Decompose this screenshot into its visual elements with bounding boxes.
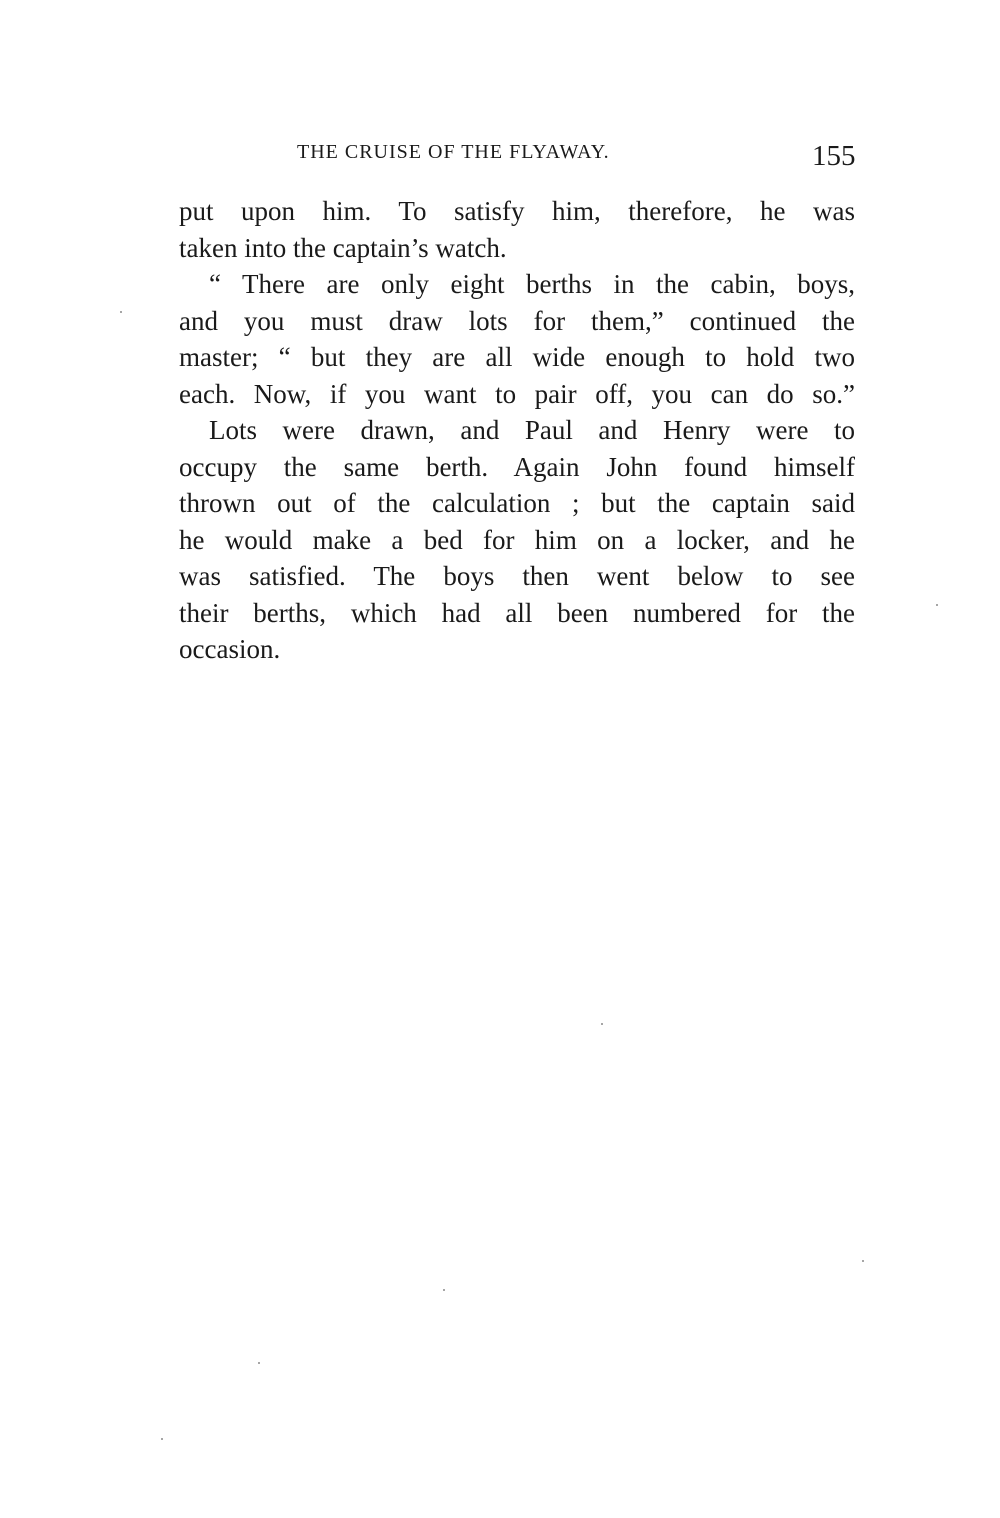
text-line: he would make a bed for him on a locker, and he: [179, 524, 855, 555]
scan-speck: [601, 1023, 603, 1025]
scan-speck: [161, 1438, 163, 1440]
text-line: “ There are only eight berths in the cabin, boys,: [209, 269, 855, 299]
text-line: occasion.: [179, 634, 281, 664]
scan-speck: [936, 604, 938, 606]
scan-speck: [258, 1362, 260, 1364]
text-line: was satisfied. The boys then went below to see: [179, 561, 855, 591]
text-line: occupy the same berth. Again John found himself: [179, 451, 855, 482]
running-title: THE CRUISE OF THE FLYAWAY.: [297, 141, 610, 163]
text-line: master; “ but they are all wide enough to hold two: [179, 342, 855, 372]
scan-speck: [862, 1260, 864, 1262]
text-line: Lots were drawn, and Paul and Henry were to: [209, 415, 855, 445]
body-text: [179, 193, 855, 668]
text-line: their berths, which had all been numbered for the: [179, 597, 855, 628]
text-line: thrown out of the calculation ; but the captain said: [179, 488, 855, 518]
text-line: taken into the captain’s watch.: [179, 232, 507, 263]
scan-speck: [120, 311, 122, 313]
scan-speck: [443, 1289, 445, 1291]
page-number: 155: [812, 140, 856, 172]
text-line: each. Now, if you want to pair off, you can do so.”: [179, 378, 855, 409]
text-line: and you must draw lots for them,” continued the: [179, 305, 855, 336]
text-line: put upon him. To satisfy him, therefore, he was: [179, 196, 855, 226]
